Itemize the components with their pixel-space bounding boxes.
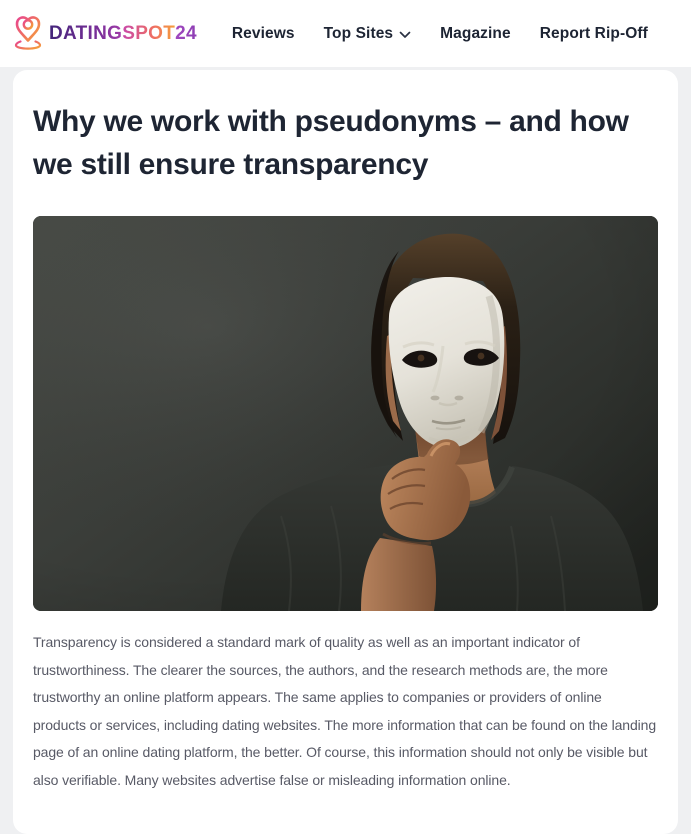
nav-report-rip-off-label: Report Rip-Off xyxy=(539,24,648,42)
nav-report-rip-off[interactable] xyxy=(540,25,648,43)
nav-reviews[interactable] xyxy=(232,25,295,43)
article-card xyxy=(13,70,678,834)
nav-top-sites[interactable] xyxy=(324,25,412,43)
logo-text-24: 24 xyxy=(175,23,197,44)
nav-reviews-label: Reviews xyxy=(231,24,295,42)
article-paragraph: Transparency is considered a standard mark of quality as well as an important indicator of trustworthiness. The clearer the sources, the authors, and the research methods are, the more trustworthy an online platform appears. The same applies to companies or providers of online products or services, including dating websites. The more information that can be found on the landing page of an online dating platform, the better. Of course, this information should not only be visible but also verifiable. Many websites advertise false or misleading information online. xyxy=(33,634,657,788)
article-image-masked-person xyxy=(33,216,658,611)
site-header xyxy=(0,0,691,67)
article-title: Why we work with pseudonyms – and how we still ensure transparency xyxy=(33,105,629,181)
masked-person-illustration xyxy=(33,216,658,611)
chevron-down-icon xyxy=(399,31,411,39)
logo-text-spot: SPOT xyxy=(122,23,176,44)
logo-text-dating: DATING xyxy=(49,23,123,44)
nav-magazine-label: Magazine xyxy=(440,24,511,42)
main-nav xyxy=(232,25,648,43)
page-body xyxy=(0,67,691,834)
heart-pin-icon xyxy=(10,12,46,55)
nav-top-sites-label: Top Sites xyxy=(323,24,394,42)
logo-wordmark xyxy=(49,24,197,43)
nav-magazine[interactable] xyxy=(440,25,511,43)
logo[interactable] xyxy=(10,12,197,55)
